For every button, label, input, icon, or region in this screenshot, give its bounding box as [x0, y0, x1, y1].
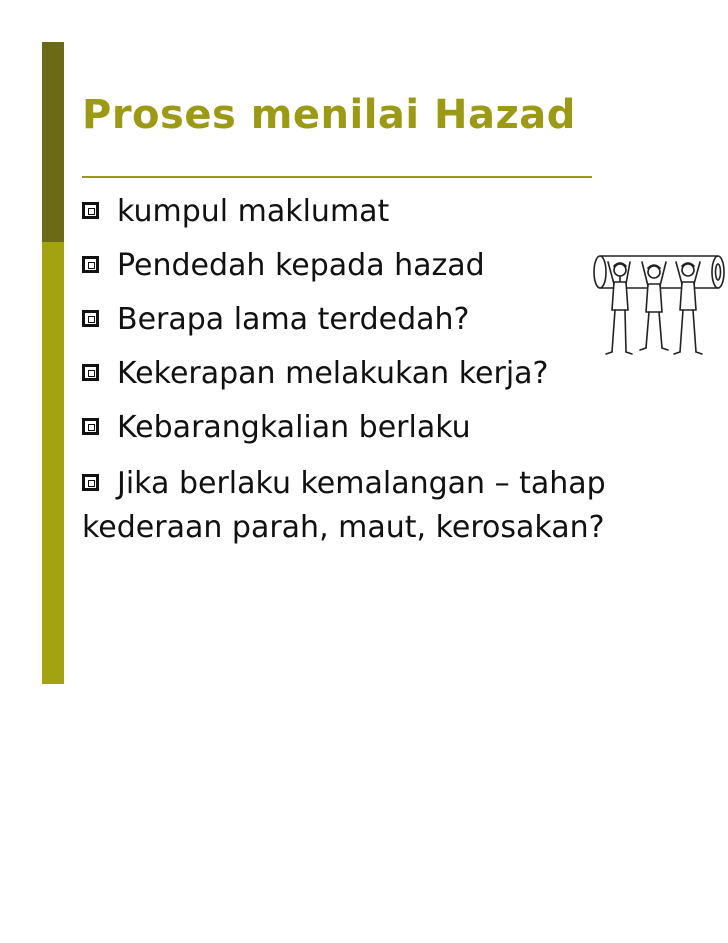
bullet-text: Kebarangkalian berlaku — [117, 410, 471, 445]
checkbox-icon — [82, 256, 99, 273]
bullet-item — [82, 464, 606, 504]
bullet-text: kumpul maklumat — [117, 194, 390, 229]
bullet-text: Pendedah kepada hazad — [117, 248, 485, 283]
checkbox-icon — [82, 310, 99, 327]
bullet-continuation-text: kederaan parah, maut, kerosakan? — [82, 510, 605, 545]
checkbox-icon — [82, 202, 99, 219]
bullet-item — [82, 300, 469, 340]
sidebar-accent-dark — [42, 42, 64, 242]
slide-title: Proses menilai Hazad — [82, 92, 576, 138]
bullet-item — [82, 192, 389, 232]
bullet-item — [82, 246, 485, 286]
bullet-item — [82, 354, 548, 394]
bullet-item — [82, 408, 471, 448]
sidebar-accent-light — [42, 242, 64, 684]
workers-carrying-pipe-illustration — [590, 248, 728, 363]
checkbox-icon — [82, 474, 99, 491]
checkbox-icon — [82, 364, 99, 381]
title-underline — [82, 176, 592, 178]
bullet-text: Jika berlaku kemalangan – tahap — [117, 466, 606, 501]
bullet-text: Berapa lama terdedah? — [117, 302, 470, 337]
bullet-text: Kekerapan melakukan kerja? — [117, 356, 549, 391]
checkbox-icon — [82, 418, 99, 435]
